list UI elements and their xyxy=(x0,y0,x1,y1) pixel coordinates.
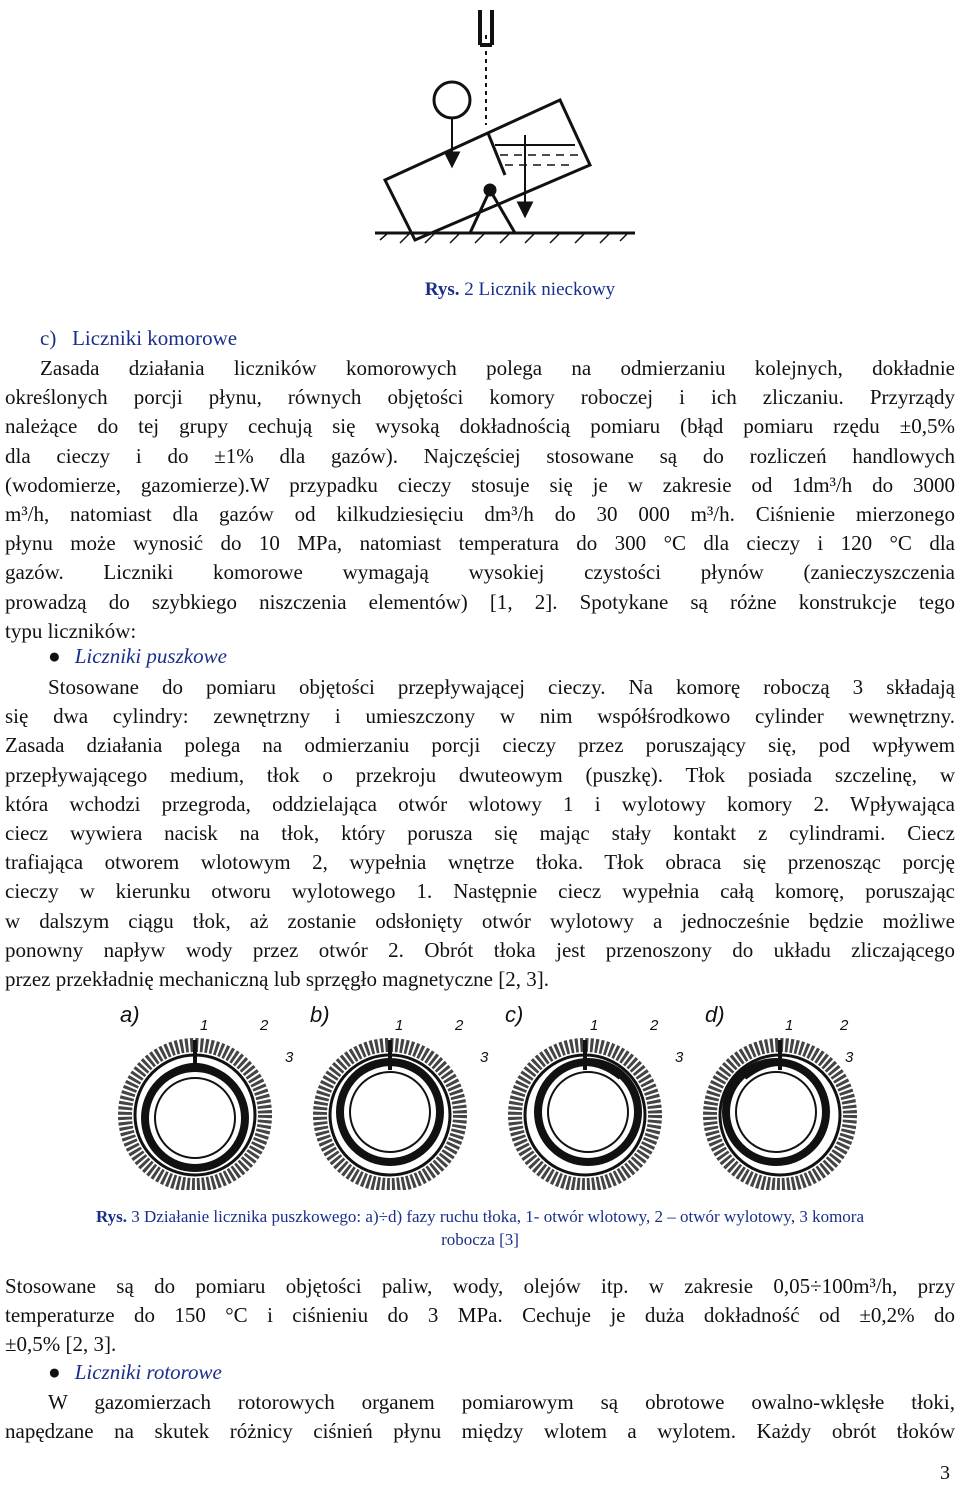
bullet-icon: ● xyxy=(48,644,61,668)
part-label-2-b: 2 xyxy=(455,1017,464,1034)
figure2-caption-text: 3 Działanie licznika puszkowego: a)÷d) fazy ruchu tłoka, 1- otwór wlotowy, 2 – otwór wylotowy, 3 komora xyxy=(131,1207,865,1226)
part-label-1-a: 1 xyxy=(200,1017,209,1034)
text-line: ±0,5% [2, 3]. xyxy=(5,1332,117,1357)
text-line: W gazomierzach rotorowych organem pomiarowym są obrotowe owalno-wklęsłe tłoki, xyxy=(48,1390,955,1414)
part-label-3-d: 3 xyxy=(845,1049,854,1066)
text-line: w dalszym ciągu tłok, aż zostanie odsłonięty otwór wylotowy a jednocześnie będzie możliwe xyxy=(5,908,955,933)
bullet-liczniki-puszkowe xyxy=(48,644,227,669)
text-line: temperaturze do 150 °C i ciśnieniu do 3 MPa. Cechuje je duża dokładność od ±0,2% do xyxy=(5,1303,955,1328)
part-label-3-b: 3 xyxy=(480,1049,489,1066)
part-label-2-c: 2 xyxy=(650,1017,659,1034)
text-line: Zasada działania polega na odmierzaniu porcji cieczy przez poruszający się, pod wpływem xyxy=(5,733,955,758)
section-title: Liczniki komorowe xyxy=(72,326,238,350)
text-line: Stosowane do pomiaru objętości przepływającej cieczy. Na komorę roboczą 3 składają xyxy=(48,675,955,699)
text-line: Stosowane są do pomiaru objętości paliw, wody, olejów itp. w zakresie 0,05÷100m³/h, przy xyxy=(5,1274,955,1298)
bullet-icon: ● xyxy=(48,1360,61,1384)
text-line: m³/h, natomiast dla gazów od kilkudziesięciu dm³/h do 30 000 m³/h. Ciśnienie mierzonego xyxy=(5,502,955,527)
panel-label-d: d) xyxy=(705,1002,725,1027)
text-line: Zasada działania liczników komorowych polega na odmierzaniu kolejnych, dokładnie xyxy=(40,356,955,380)
text-line: przez przekładnię mechaniczną lub sprzęgło magnetyczne [2, 3]. xyxy=(5,967,549,992)
text-line: dla cieczy i do ±1% dla gazów). Najczęściej stosowane są do rozliczeń handlowych xyxy=(5,443,955,468)
bullet-label: Liczniki puszkowe xyxy=(74,644,227,668)
bullet-label: Liczniki rotorowe xyxy=(74,1360,222,1384)
figure2-caption-label: Rys. xyxy=(95,1207,128,1226)
paragraph-puszkowe xyxy=(5,673,955,994)
panel-label-a: a) xyxy=(120,1002,140,1027)
part-label-3-c: 3 xyxy=(675,1049,684,1066)
figure-rotary-piston-phases xyxy=(100,1000,860,1190)
text-line: trafiająca otworem wlotowym 2, wypełnia wnętrze tłoka. Tłok obraca się przenosząc porcję xyxy=(5,850,955,875)
text-line: (wodomierze, gazomierze).W przypadku cieczy stosuje się je w zakresie od 1dm³/h do 3000 xyxy=(5,472,955,497)
section-label: c) xyxy=(40,326,57,350)
paragraph-rotorowe xyxy=(5,1388,955,1446)
figure-tipping-bucket-meter xyxy=(370,5,640,265)
bullet-liczniki-rotorowe xyxy=(48,1360,222,1385)
text-line: prowadzą do szybkiego niszczenia elementów) [1, 2]. Spotykane są różne konstrukcje tego xyxy=(5,589,955,614)
section-heading xyxy=(40,326,237,351)
text-line: ciecz wywiera nacisk na tłok, który porusza się mając stały kontakt z cylindrami. Ciecz xyxy=(5,821,955,846)
figure2-caption xyxy=(0,1205,960,1251)
text-line: typu liczników: xyxy=(5,618,137,643)
text-line: napędzane na skutek różnicy ciśnień płynu między wlotem a wylotem. Każdy obrót tłoków xyxy=(5,1419,955,1444)
paragraph-intro xyxy=(5,354,955,646)
part-label-3-a: 3 xyxy=(285,1049,294,1066)
text-line: która wchodzi przegroda, oddzielająca otwór wlotowy 1 i wylotowy komory 2. Wpływająca xyxy=(5,791,955,816)
page-number: 3 xyxy=(940,1462,950,1484)
text-line: określonych porcji płynu, równych objętości komory roboczej i ich zliczaniu. Przyrządy xyxy=(5,385,955,410)
panel-label-b: b) xyxy=(310,1002,330,1027)
figure1-caption-label: Rys. xyxy=(424,279,460,300)
paragraph-puszkowe-specs xyxy=(5,1272,955,1360)
text-line: ponowny napływ wody przez otwór 2. Obrót tłoka jest przenoszony do układu zliczającego xyxy=(5,937,955,962)
part-label-1-b: 1 xyxy=(395,1017,404,1034)
part-label-1-c: 1 xyxy=(590,1017,599,1034)
text-line: płynu może wynosić do 10 MPa, natomiast temperatura do 300 °C dla cieczy i 120 °C dla xyxy=(5,531,955,556)
text-line: się dwa cylindry: zewnętrzny i umieszczony w nim współśrodkowo cylinder wewnętrzny. xyxy=(5,704,955,729)
part-label-2-d: 2 xyxy=(840,1017,849,1034)
part-label-2-a: 2 xyxy=(260,1017,269,1034)
figure2-caption-text-2: robocza [3] xyxy=(441,1230,519,1249)
panel-label-c: c) xyxy=(505,1002,524,1027)
text-line: gazów. Liczniki komorowe wymagają wysokiej czystości płynów (zanieczyszczenia xyxy=(5,560,955,585)
text-line: przepływającego medium, tłok o przekroju dwuteowym (puszkę). Tłok posiada szczelinę, w xyxy=(5,762,955,787)
part-label-1-d: 1 xyxy=(785,1017,794,1034)
text-line: należące do tej grupy cechują się wysoką dokładnością pomiaru (błąd pomiaru rzędu ±0,5% xyxy=(5,414,955,439)
figure1-caption xyxy=(0,279,960,301)
figure1-caption-text: 2 Licznik nieckowy xyxy=(464,279,616,300)
text-line: cieczy w kierunku otworu wylotowego 1. Następnie ciecz wypełnia całą komorę, poruszając xyxy=(5,879,955,904)
